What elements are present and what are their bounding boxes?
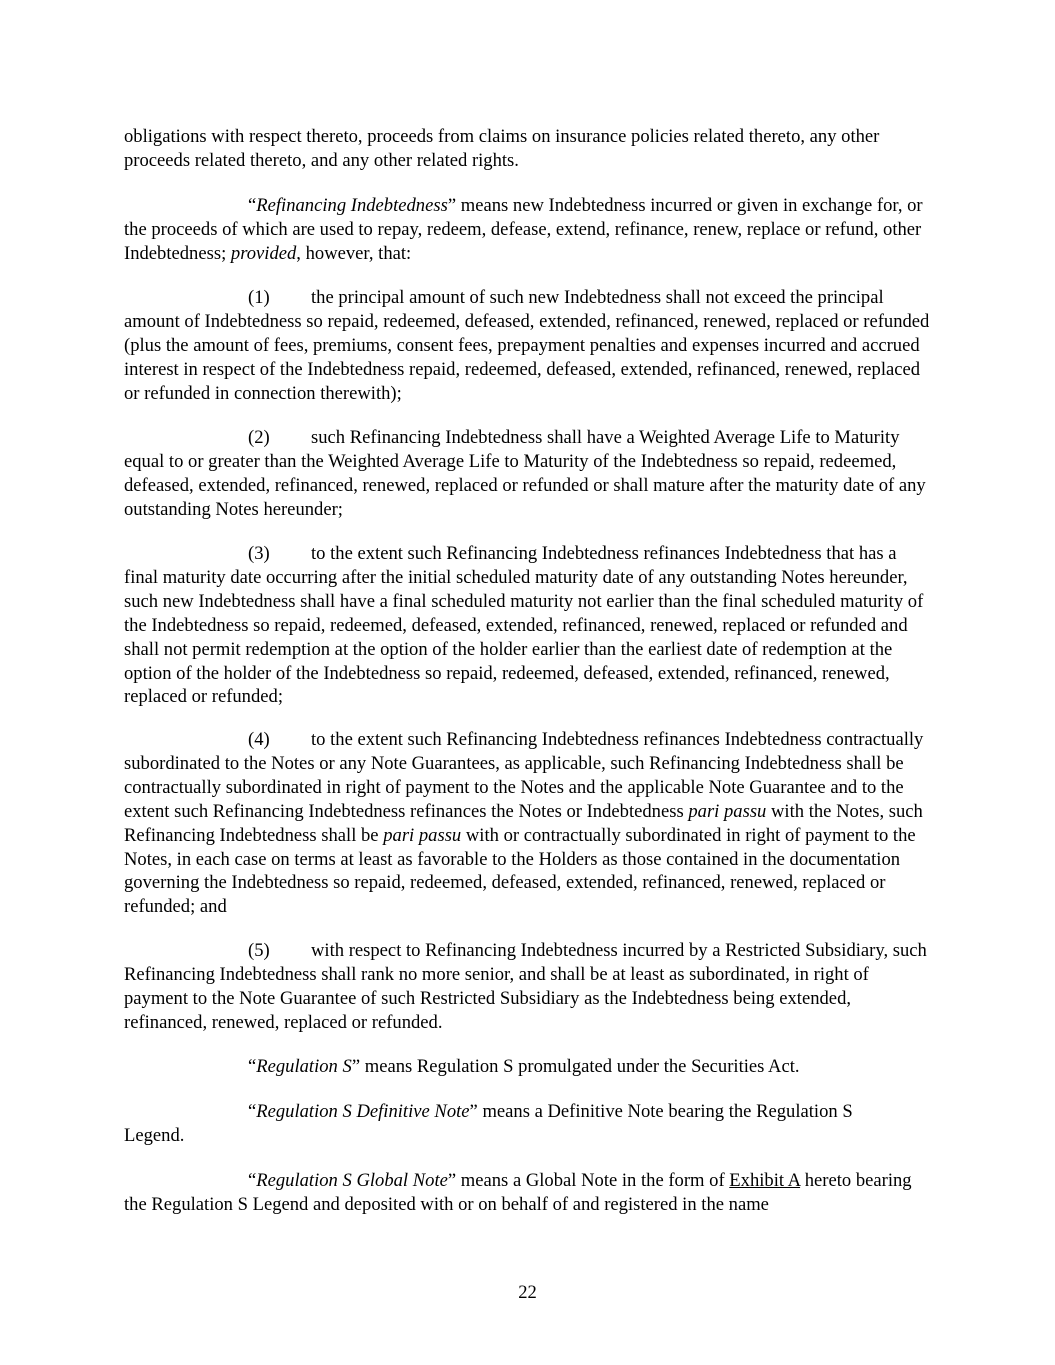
italic-phrase: pari passu <box>688 800 767 822</box>
close-quote: ” <box>351 1056 361 1077</box>
definition-refinancing-indebtedness <box>124 194 934 266</box>
clause-text: to the extent such Refinancing Indebtedness refinances Indebtedness contractually subordinated to the Notes or any Note Guarantees, as applicable, such Refinancing Indebtedness shall be contractually subordinated in right of payment to the Notes and the applicable Note Guarantee and to the extent such Refinancing Indebtedness refinances the Notes or Indebtedness <box>124 729 924 822</box>
defined-term: Regulation S <box>256 1056 352 1077</box>
clause-number: (1) <box>248 287 270 308</box>
clause-text: to the extent such Refinancing Indebtedness refinances Indebtedness that has a final maturity date occurring after the initial scheduled maturity date of any outstanding Notes hereunder, such new Indebtedness shall have a final scheduled maturity not earlier than the final scheduled maturity of the Indebtedness so repaid, redeemed, defeased, extended, refinanced, renewed, replaced or refunded and shall not permit redemption at the option of the holder earlier than the earliest date of redemption at the option of the holder of the Indebtedness so repaid, redeemed, defeased, extended, refinanced, renewed, replaced or refunded; <box>124 543 924 708</box>
open-quote: “ <box>248 1101 257 1122</box>
italic-word: provided <box>230 242 297 264</box>
definition-text: means a Definitive Note bearing the Regulation S <box>477 1101 853 1122</box>
clause-number: (5) <box>248 940 270 961</box>
definition-regulation-s-definitive-note <box>124 1100 934 1124</box>
definition-regulation-s <box>124 1055 934 1079</box>
clause-3 <box>124 542 934 709</box>
definition-text: means new Indebtedness incurred or given in exchange for, or the proceeds of which are used to repay, redeem, defease, extend, refinance, renew, replace or refund, other Indebtedness; <box>124 195 923 264</box>
paragraph-continuation <box>124 125 934 173</box>
clause-text: such Refinancing Indebtedness shall have a Weighted Average Life to Maturity equal to or greater than the Weighted Average Life to Maturity of the Indebtedness so repaid, redeemed, defeased, extended, refinanced, renewed, replaced or refunded or shall mature after the maturity date of any outstanding Notes hereunder; <box>124 427 926 520</box>
clause-text: with the Notes, such Refinancing Indebtedness shall be <box>124 800 923 846</box>
clause-2 <box>124 426 934 522</box>
open-quote: “ <box>248 195 257 216</box>
close-quote: ” <box>447 1170 457 1191</box>
paragraph-text: obligations with respect thereto, proceeds from claims on insurance policies related thereto, any other proceeds related thereto, and any other related rights. <box>124 126 880 171</box>
definition-text: means a Global Note in the form of <box>456 1170 730 1191</box>
clause-number: (2) <box>248 427 270 448</box>
definition-text: , however, that: <box>296 242 412 264</box>
clause-text: with respect to Refinancing Indebtedness incurred by a Restricted Subsidiary, such Refinancing Indebtedness shall rank no more senior, and shall be at least as subordinated, in right of payment to the Note Guarantee of such Restricted Subsidiary as the Indebtedness being extended, refinanced, renewed, replaced or refunded. <box>124 940 927 1033</box>
definition-text: means Regulation S promulgated under the Securities Act. <box>360 1056 800 1077</box>
close-quote: ” <box>469 1101 478 1122</box>
defined-term: Refinancing Indebtedness <box>256 195 448 216</box>
clause-number: (3) <box>248 543 270 564</box>
definition-text: Legend. <box>124 1125 185 1146</box>
italic-phrase: pari passu <box>383 824 462 846</box>
close-quote: ” <box>447 195 457 216</box>
open-quote: “ <box>248 1056 257 1077</box>
clause-text: the principal amount of such new Indebtedness shall not exceed the principal amount of Indebtedness so repaid, redeemed, defeased, extended, refinanced, renewed, replaced or refunded (plus the amount of fees, premiums, consent fees, prepayment penalties and expenses incurred and accrued interest in respect of the Indebtedness repaid, redeemed, defeased, extended, refinanced, renewed, replaced or refunded in connection therewith); <box>124 287 930 404</box>
definition-regulation-s-definitive-note-cont <box>124 1124 934 1148</box>
page-number: 22 <box>518 1282 537 1303</box>
clause-5 <box>124 939 934 1035</box>
exhibit-a-reference: Exhibit A <box>729 1170 801 1191</box>
defined-term: Regulation S Definitive Note <box>256 1101 470 1122</box>
definition-text: hereto bearing the Regulation S Legend and deposited with or on behalf of and registered in the name <box>124 1170 912 1215</box>
definition-regulation-s-global-note <box>124 1169 934 1217</box>
defined-term: Regulation S Global Note <box>256 1170 448 1191</box>
clause-text: with or contractually subordinated in right of payment to the Notes, in each case on terms at least as favorable to the Holders as those contained in the documentation governing the Indebtedness so repaid, redeemed, defeased, extended, refinanced, renewed, replaced or refunded; and <box>124 824 916 918</box>
clause-1 <box>124 286 934 406</box>
clause-4 <box>124 728 934 919</box>
open-quote: “ <box>248 1170 257 1191</box>
clause-number: (4) <box>248 729 270 750</box>
